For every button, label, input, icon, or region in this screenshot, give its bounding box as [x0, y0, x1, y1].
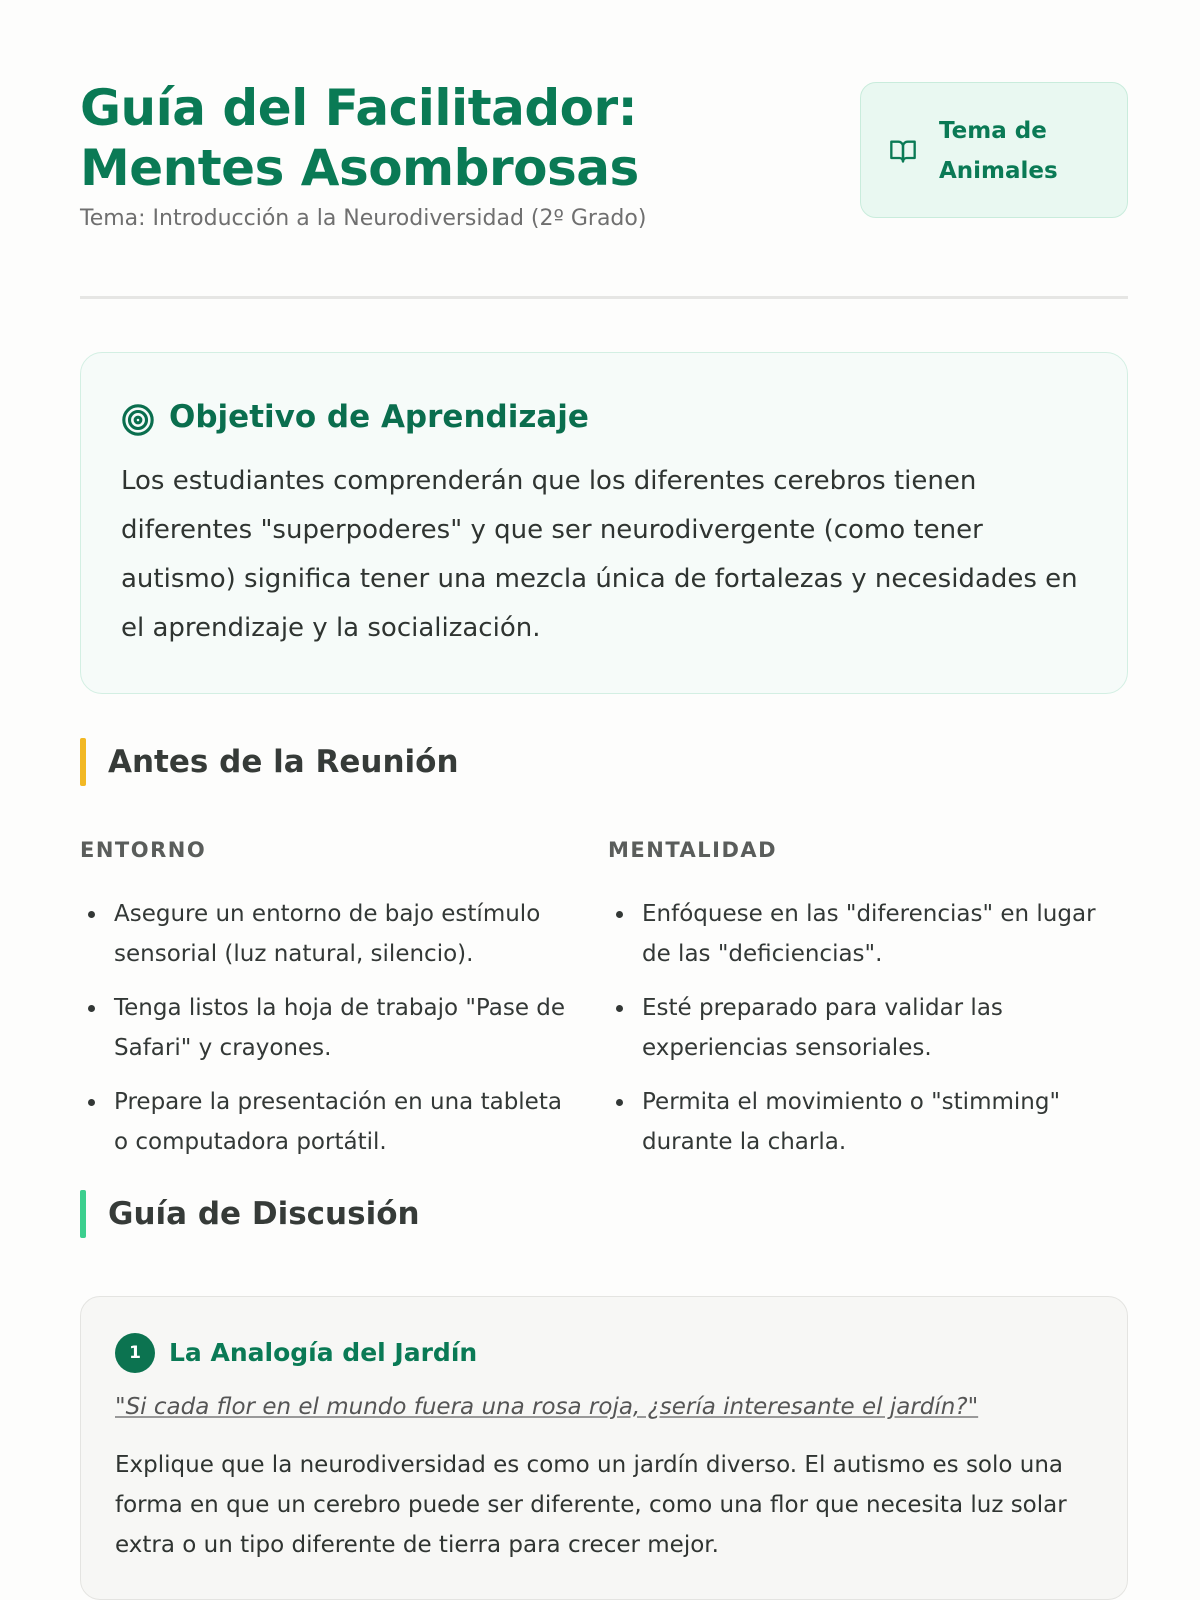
bullet [88, 911, 95, 918]
bullet [88, 1099, 95, 1106]
bullet [616, 1005, 623, 1012]
discussion-card [80, 1296, 1128, 1600]
list-item: Permita el movimiento o "stimming" durante la charla. [608, 1082, 1128, 1162]
facilitator-guide-page [80, 0, 1128, 1600]
theme-badge-label: Tema de Animales [939, 118, 1058, 184]
before-meeting-title: Antes de la Reunión [108, 744, 459, 780]
discussion-quote: "Si cada flor en el mundo fuera una rosa roja, ¿sería interesante el jardín?" [115, 1394, 979, 1420]
environment-column [80, 838, 580, 1176]
discussion-description: Explique que la neurodiversidad es como un jardín diverso. El autismo es solo una forma en que un cerebro puede ser diferente, como una flor que necesita luz solar extra o un tipo diferente de tierra para crecer mejor. [115, 1452, 1067, 1558]
step-number-badge: 1 [115, 1333, 155, 1373]
bullet [616, 911, 623, 918]
book-open-icon [889, 137, 917, 165]
bullet [88, 1005, 95, 1012]
section-accent-bar [80, 1190, 86, 1238]
page-subtitle: Tema: Introducción a la Neurodiversidad (2º Grado) [80, 206, 647, 231]
objective-heading: Objetivo de Aprendizaje [169, 399, 589, 435]
discussion-title: Guía de Discusión [108, 1196, 420, 1232]
list-item: Enfóquese en las "diferencias" en lugar de las "deficiencias". [608, 894, 1128, 974]
learning-objective-card [80, 352, 1128, 694]
discussion-heading [80, 1190, 420, 1238]
section-accent-bar [80, 738, 86, 786]
bullet [616, 1099, 623, 1106]
page-title: Guía del Facilitador: Mentes Asombrosas [80, 79, 639, 197]
environment-list [80, 894, 580, 1162]
list-item: Tenga listos la hoja de trabajo "Pase de Safari" y crayones. [80, 988, 580, 1068]
objective-body: Los estudiantes comprenderán que los diferentes cerebros tienen diferentes "superpoderes" y que ser neurodivergente (como tener autismo) significa tener una mezcla única de fortalezas y necesidades en el aprendizaje y la socialización. [121, 466, 1078, 643]
list-item: Asegure un entorno de bajo estímulo sensorial (luz natural, silencio). [80, 894, 580, 974]
page-header [80, 78, 1128, 298]
list-item: Prepare la presentación en una tableta o computadora portátil. [80, 1082, 580, 1162]
mindset-list [608, 894, 1128, 1162]
before-meeting-heading [80, 738, 459, 786]
discussion-card-title: La Analogía del Jardín [169, 1338, 478, 1367]
mindset-column [608, 838, 1128, 1176]
column-label: ENTORNO [80, 838, 207, 862]
column-label: MENTALIDAD [608, 838, 778, 862]
target-icon [121, 403, 155, 437]
theme-badge [860, 82, 1128, 218]
list-item: Esté preparado para validar las experiencias sensoriales. [608, 988, 1128, 1068]
header-divider [80, 296, 1128, 299]
